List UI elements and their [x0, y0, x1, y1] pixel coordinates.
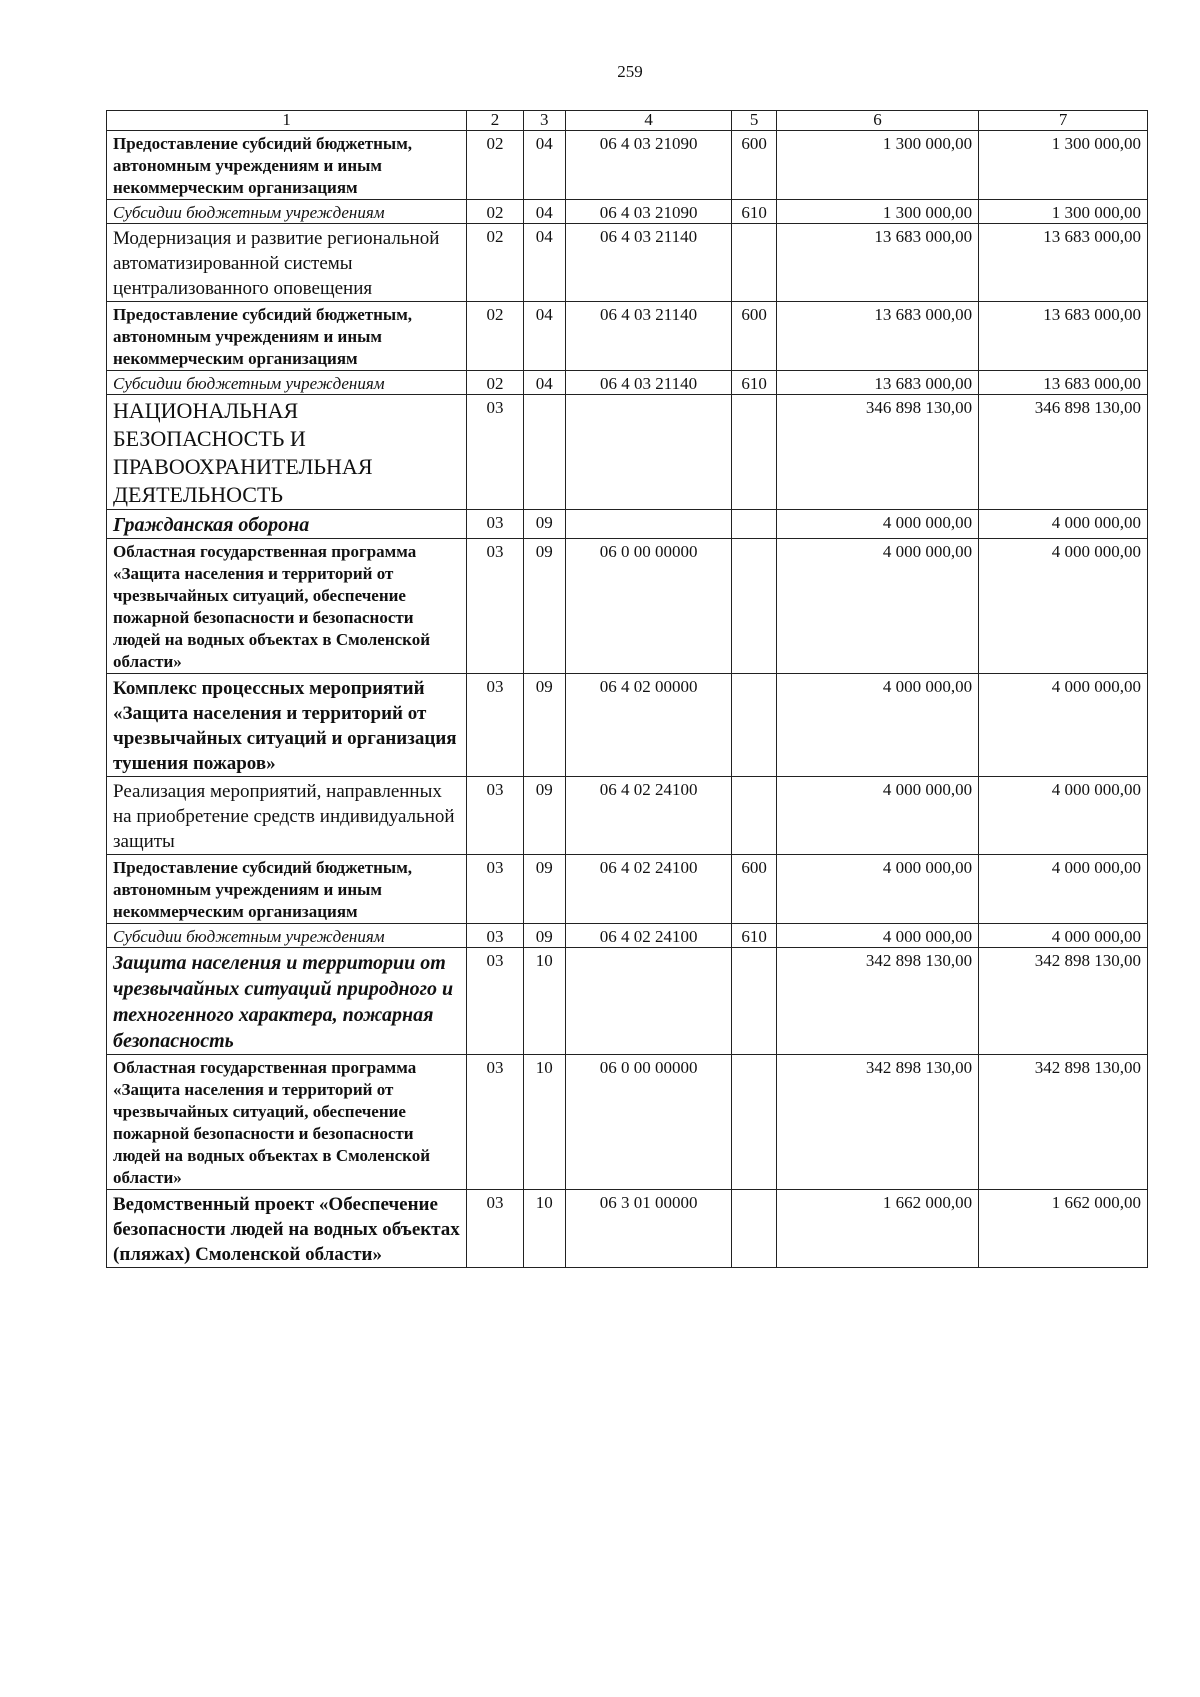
row-target-code: 06 0 00 00000 — [565, 539, 732, 674]
row-name: Защита населения и территории от чрезвычайных ситуаций природного и техногенного характера, пожарная безопасность — [107, 948, 467, 1055]
row-section: 03 — [467, 674, 523, 777]
row-amount-2: 4 000 000,00 — [979, 539, 1148, 674]
table-row — [107, 224, 1148, 302]
table-row — [107, 539, 1148, 674]
row-amount-1: 4 000 000,00 — [776, 510, 978, 539]
row-amount-1: 4 000 000,00 — [776, 539, 978, 674]
table-row — [107, 948, 1148, 1055]
row-section: 02 — [467, 200, 523, 224]
row-name: Ведомственный проект «Обеспечение безопасности людей на водных объектах (пляжах) Смоленской области» — [107, 1190, 467, 1268]
row-amount-1: 13 683 000,00 — [776, 302, 978, 371]
row-target-code: 06 4 02 24100 — [565, 777, 732, 855]
row-target-code: 06 4 03 21140 — [565, 371, 732, 395]
row-target-code: 06 4 02 00000 — [565, 674, 732, 777]
row-amount-2: 342 898 130,00 — [979, 948, 1148, 1055]
table-row — [107, 1190, 1148, 1268]
row-amount-2: 4 000 000,00 — [979, 674, 1148, 777]
row-subsection: 04 — [523, 302, 565, 371]
header-col-3: 3 — [523, 111, 565, 131]
row-target-code — [565, 948, 732, 1055]
row-target-code: 06 4 02 24100 — [565, 855, 732, 924]
row-target-code: 06 4 02 24100 — [565, 924, 732, 948]
row-subsection: 04 — [523, 224, 565, 302]
row-name: Комплекс процессных мероприятий «Защита населения и территорий от чрезвычайных ситуаций и организация тушения пожаров» — [107, 674, 467, 777]
row-amount-1: 346 898 130,00 — [776, 395, 978, 510]
row-subsection: 09 — [523, 777, 565, 855]
row-amount-1: 13 683 000,00 — [776, 371, 978, 395]
row-target-code: 06 4 03 21140 — [565, 302, 732, 371]
row-expense-type — [732, 224, 776, 302]
row-name: Предоставление субсидий бюджетным, автономным учреждениям и иным некоммерческим организациям — [107, 302, 467, 371]
table-row — [107, 302, 1148, 371]
row-subsection: 10 — [523, 1055, 565, 1190]
row-name: Субсидии бюджетным учреждениям — [107, 924, 467, 948]
row-subsection: 09 — [523, 855, 565, 924]
row-subsection — [523, 395, 565, 510]
row-subsection: 09 — [523, 510, 565, 539]
row-name: Предоставление субсидий бюджетным, автономным учреждениям и иным некоммерческим организациям — [107, 131, 467, 200]
page-number: 259 — [617, 62, 643, 81]
table-row — [107, 371, 1148, 395]
row-subsection: 09 — [523, 674, 565, 777]
row-expense-type: 600 — [732, 855, 776, 924]
table-row — [107, 1055, 1148, 1190]
row-target-code: 06 4 03 21090 — [565, 200, 732, 224]
row-subsection: 04 — [523, 131, 565, 200]
row-section: 03 — [467, 948, 523, 1055]
row-name: Модернизация и развитие региональной автоматизированной системы централизованного оповещения — [107, 224, 467, 302]
row-name: Предоставление субсидий бюджетным, автономным учреждениям и иным некоммерческим организациям — [107, 855, 467, 924]
row-amount-1: 1 662 000,00 — [776, 1190, 978, 1268]
row-amount-2: 4 000 000,00 — [979, 510, 1148, 539]
table-row — [107, 510, 1148, 539]
row-section: 03 — [467, 924, 523, 948]
row-section: 03 — [467, 539, 523, 674]
row-amount-2: 1 300 000,00 — [979, 200, 1148, 224]
header-col-5: 5 — [732, 111, 776, 131]
row-expense-type — [732, 777, 776, 855]
row-amount-2: 346 898 130,00 — [979, 395, 1148, 510]
row-amount-2: 1 300 000,00 — [979, 131, 1148, 200]
row-amount-1: 4 000 000,00 — [776, 924, 978, 948]
row-amount-1: 13 683 000,00 — [776, 224, 978, 302]
row-section: 02 — [467, 224, 523, 302]
header-col-7: 7 — [979, 111, 1148, 131]
row-amount-2: 4 000 000,00 — [979, 855, 1148, 924]
row-amount-1: 4 000 000,00 — [776, 674, 978, 777]
row-subsection: 10 — [523, 1190, 565, 1268]
row-amount-1: 4 000 000,00 — [776, 855, 978, 924]
row-section: 02 — [467, 371, 523, 395]
row-expense-type — [732, 510, 776, 539]
row-expense-type: 610 — [732, 371, 776, 395]
row-amount-1: 342 898 130,00 — [776, 1055, 978, 1190]
row-name: Гражданская оборона — [107, 510, 467, 539]
row-amount-1: 342 898 130,00 — [776, 948, 978, 1055]
row-section: 02 — [467, 131, 523, 200]
row-expense-type — [732, 1190, 776, 1268]
row-amount-2: 4 000 000,00 — [979, 924, 1148, 948]
table-row — [107, 777, 1148, 855]
row-amount-2: 4 000 000,00 — [979, 777, 1148, 855]
row-target-code: 06 3 01 00000 — [565, 1190, 732, 1268]
table-row — [107, 674, 1148, 777]
row-expense-type — [732, 674, 776, 777]
row-target-code: 06 4 03 21090 — [565, 131, 732, 200]
table-row — [107, 131, 1148, 200]
row-target-code: 06 4 03 21140 — [565, 224, 732, 302]
row-amount-1: 1 300 000,00 — [776, 131, 978, 200]
row-subsection: 09 — [523, 924, 565, 948]
header-col-6: 6 — [776, 111, 978, 131]
row-section: 02 — [467, 302, 523, 371]
header-col-4: 4 — [565, 111, 732, 131]
row-section: 03 — [467, 395, 523, 510]
row-expense-type — [732, 948, 776, 1055]
row-subsection: 04 — [523, 200, 565, 224]
row-name: Субсидии бюджетным учреждениям — [107, 371, 467, 395]
row-target-code — [565, 510, 732, 539]
table-row — [107, 924, 1148, 948]
row-amount-2: 342 898 130,00 — [979, 1055, 1148, 1190]
row-amount-2: 13 683 000,00 — [979, 224, 1148, 302]
row-section: 03 — [467, 1190, 523, 1268]
budget-table — [106, 110, 1148, 1268]
row-name: Областная государственная программа «Защита населения и территорий от чрезвычайных ситуаций, обеспечение пожарной безопасности и безопасности людей на водных объектах в Смоленской области» — [107, 1055, 467, 1190]
row-section: 03 — [467, 777, 523, 855]
row-subsection: 04 — [523, 371, 565, 395]
row-expense-type — [732, 1055, 776, 1190]
table-row — [107, 200, 1148, 224]
row-target-code: 06 0 00 00000 — [565, 1055, 732, 1190]
row-name: Реализация мероприятий, направленных на приобретение средств индивидуальной защиты — [107, 777, 467, 855]
row-amount-1: 4 000 000,00 — [776, 777, 978, 855]
row-name: Областная государственная программа «Защита населения и территорий от чрезвычайных ситуаций, обеспечение пожарной безопасности и безопасности людей на водных объектах в Смоленской области» — [107, 539, 467, 674]
row-subsection: 10 — [523, 948, 565, 1055]
header-col-2: 2 — [467, 111, 523, 131]
row-section: 03 — [467, 510, 523, 539]
row-amount-2: 13 683 000,00 — [979, 302, 1148, 371]
row-section: 03 — [467, 855, 523, 924]
row-amount-1: 1 300 000,00 — [776, 200, 978, 224]
table-row — [107, 855, 1148, 924]
header-col-1: 1 — [107, 111, 467, 131]
row-name: НАЦИОНАЛЬНАЯ БЕЗОПАСНОСТЬ И ПРАВООХРАНИТЕЛЬНАЯ ДЕЯТЕЛЬНОСТЬ — [107, 395, 467, 510]
header-row — [107, 111, 1148, 131]
row-expense-type — [732, 539, 776, 674]
row-amount-2: 13 683 000,00 — [979, 371, 1148, 395]
row-section: 03 — [467, 1055, 523, 1190]
row-expense-type — [732, 395, 776, 510]
row-expense-type: 610 — [732, 924, 776, 948]
row-expense-type: 610 — [732, 200, 776, 224]
row-expense-type: 600 — [732, 131, 776, 200]
row-subsection: 09 — [523, 539, 565, 674]
row-amount-2: 1 662 000,00 — [979, 1190, 1148, 1268]
row-target-code — [565, 395, 732, 510]
table-body — [107, 131, 1148, 1268]
table-row — [107, 395, 1148, 510]
row-expense-type: 600 — [732, 302, 776, 371]
row-name: Субсидии бюджетным учреждениям — [107, 200, 467, 224]
